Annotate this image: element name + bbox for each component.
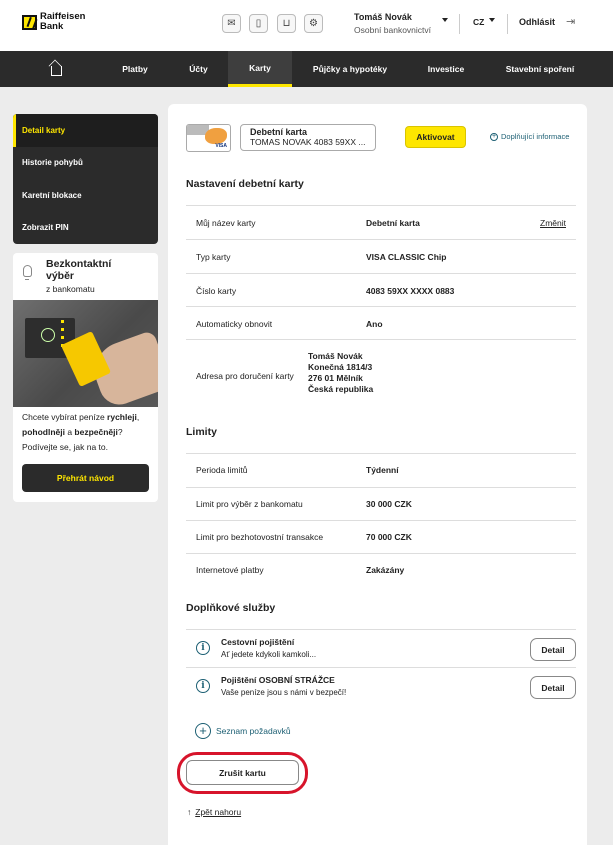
nav-home[interactable] bbox=[0, 51, 113, 87]
activate-button[interactable]: Aktivovat bbox=[405, 126, 466, 148]
nav-item-stavebni-sporeni[interactable]: Stavební spoření bbox=[505, 64, 575, 74]
sidebar-item-zobrazit-pin[interactable]: Zobrazit PIN bbox=[22, 223, 69, 233]
back-to-top-link[interactable]: ↑ Zpět nahoru bbox=[187, 807, 242, 817]
limits-section-title: Limity bbox=[186, 426, 217, 438]
header-divider bbox=[459, 14, 460, 34]
more-info-link[interactable]: + Doplňující informace bbox=[491, 132, 570, 141]
visa-logo: VISA bbox=[215, 143, 227, 149]
home-icon bbox=[51, 66, 62, 76]
limits-row: Internetové platby Zakázány bbox=[186, 553, 576, 586]
card-thumbnail bbox=[186, 124, 231, 152]
plus-circle-icon: + bbox=[195, 723, 211, 739]
sidebar-item-detail-karty[interactable]: Detail karty bbox=[13, 114, 158, 147]
language-chevron-down-icon[interactable] bbox=[489, 18, 495, 22]
travel-insurance-detail-button[interactable]: Detail bbox=[530, 638, 576, 661]
nav-item-investice[interactable]: Investice bbox=[427, 64, 465, 74]
plus-icon: + bbox=[491, 132, 497, 140]
lightbulb-icon bbox=[23, 265, 32, 277]
language-selector[interactable]: CZ bbox=[473, 17, 485, 27]
promo-contactless-withdrawal bbox=[13, 253, 158, 502]
user-menu-chevron-down-icon[interactable] bbox=[442, 18, 448, 22]
raiffeisen-logo[interactable] bbox=[22, 12, 85, 32]
settings-row: Typ karty VISA CLASSIC Chip bbox=[186, 239, 576, 273]
mail-icon[interactable]: ✉ bbox=[222, 14, 241, 33]
promo-subtitle: z bankomatu bbox=[46, 284, 95, 294]
sidebar-item-karetni-blokace[interactable]: Karetní blokace bbox=[22, 190, 82, 200]
cancel-card-button[interactable]: Zrušit kartu bbox=[186, 760, 299, 785]
promo-atm-image bbox=[13, 300, 158, 407]
info-icon: i bbox=[196, 679, 210, 693]
nav-item-karty[interactable]: Karty bbox=[228, 51, 292, 87]
nav-item-ucty[interactable]: Účty bbox=[189, 64, 208, 74]
info-icon: i bbox=[196, 641, 210, 655]
nav-item-pujcky[interactable]: Půjčky a hypotéky bbox=[312, 64, 388, 74]
logo-text-line2: Bank bbox=[40, 21, 64, 32]
settings-row: Automaticky obnovit Ano bbox=[186, 306, 576, 339]
service-item-personal-guard: i Pojištění OSOBNÍ STRÁŽCE Vaše peníze jsou s námi v bezpečí! Detail bbox=[186, 667, 576, 705]
delivery-address: Tomáš Novák Konečná 1814/3 276 01 Mělník Česká republika bbox=[308, 351, 374, 394]
sidebar-item-historie-pohybu[interactable]: Historie pohybů bbox=[22, 158, 83, 168]
main-navigation bbox=[0, 51, 613, 87]
gear-icon[interactable]: ⚙ bbox=[304, 14, 323, 33]
top-header bbox=[0, 0, 613, 51]
promo-title: Bezkontaktní výběr bbox=[46, 258, 112, 282]
card-selector-number: TOMAS NOVAK 4083 59XX ... bbox=[250, 137, 366, 147]
raiffeisen-logo-icon bbox=[22, 15, 37, 30]
card-selector-type: Debetní karta bbox=[250, 127, 308, 137]
limits-row: Limit pro výběr z bankomatu 30 000 CZK bbox=[186, 487, 576, 520]
service-item-travel-insurance: i Cestovní pojištění Ať jedete kdykoli kamkoli... Detail bbox=[186, 629, 576, 667]
user-role: Osobní bankovnictví bbox=[354, 25, 432, 35]
user-name: Tomáš Novák bbox=[354, 12, 412, 22]
services-section-title: Doplňkové služby bbox=[186, 602, 276, 614]
settings-section-title: Nastavení debetní karty bbox=[186, 178, 304, 190]
settings-row: Číslo karty 4083 59XX XXXX 0883 bbox=[186, 273, 576, 306]
personal-guard-detail-button[interactable]: Detail bbox=[530, 676, 576, 699]
arrow-up-icon: ↑ bbox=[187, 807, 192, 817]
cart-icon[interactable]: ⊔ bbox=[277, 14, 296, 33]
contactless-icon bbox=[41, 328, 55, 342]
play-tutorial-button[interactable]: Přehrát návod bbox=[22, 464, 149, 492]
logout-icon[interactable]: ⇥ bbox=[566, 16, 576, 28]
user-menu[interactable] bbox=[354, 12, 431, 35]
header-divider bbox=[507, 14, 508, 34]
nav-item-platby[interactable]: Platby bbox=[122, 64, 148, 74]
card-selector[interactable] bbox=[240, 124, 376, 151]
limits-row: Limit pro bezhotovostní transakce 70 000 CZK bbox=[186, 520, 576, 553]
document-icon[interactable]: ▯ bbox=[249, 14, 268, 33]
logo-text-line1: Raiffeisen bbox=[40, 11, 86, 22]
settings-row: Můj název karty Debetní karta Změnit bbox=[186, 205, 576, 239]
settings-row-address: Adresa pro doručení karty Tomáš Novák Konečná 1814/3 276 01 Mělník Česká republika bbox=[186, 339, 576, 410]
card-sidebar-menu bbox=[13, 114, 158, 244]
rename-card-link[interactable]: Změnit bbox=[540, 218, 566, 228]
requests-list-link[interactable]: + Seznam požadavků bbox=[195, 723, 291, 739]
limits-row: Perioda limitů Týdenní bbox=[186, 453, 576, 487]
logout-link[interactable]: Odhlásit bbox=[519, 17, 556, 27]
promo-text: Chcete vybírat peníze rychleji, pohodlněji a bezpečněji? Podívejte se, jak na to. bbox=[22, 412, 140, 452]
